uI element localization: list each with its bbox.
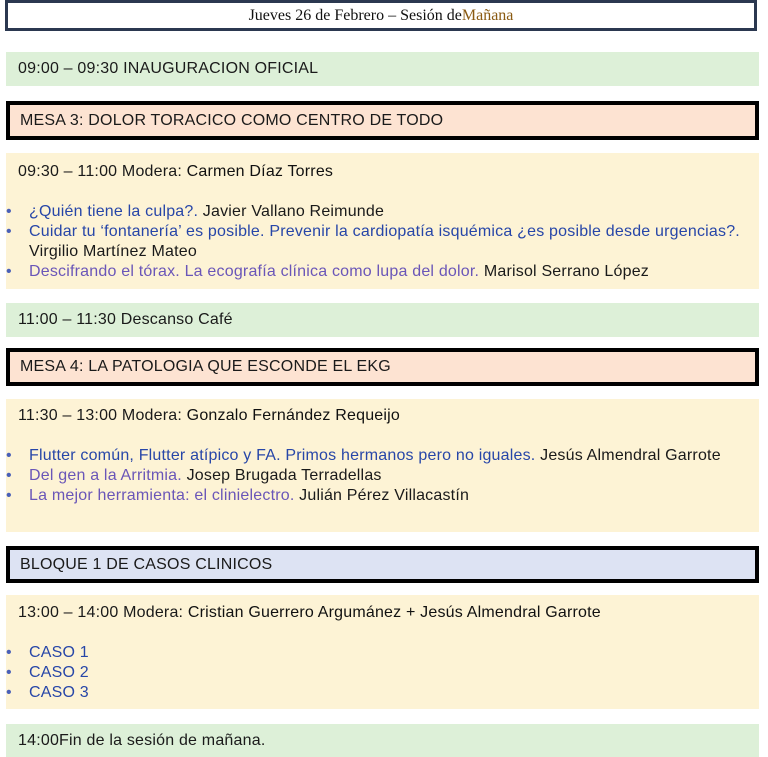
inauguracion-text: 09:00 – 09:30 INAUGURACION OFICIAL xyxy=(18,60,319,77)
fin-row xyxy=(6,724,759,757)
talk-speaker: Javier Vallano Reimunde xyxy=(198,203,385,220)
mesa3-content xyxy=(6,153,759,289)
talk-title: Flutter común, Flutter atípico y FA. Primos hermanos pero no iguales. xyxy=(29,447,536,464)
mesa4-time: 11:30 – 13:00 Modera: xyxy=(18,407,187,424)
list-item xyxy=(6,466,759,486)
list-item xyxy=(6,663,759,683)
case-label: CASO 2 xyxy=(29,664,89,681)
list-item xyxy=(6,222,759,262)
mesa4-moderation xyxy=(6,399,759,425)
mesa3-header xyxy=(6,101,759,140)
list-item xyxy=(6,486,759,506)
case-label: CASO 3 xyxy=(29,684,89,701)
bloque1-time: 13:00 – 14:00 Modera: xyxy=(18,604,188,621)
talk-title: Cuidar tu ‘fontanería’ es posible. Prevenir la cardiopatía isquémica ¿es posible desde urgencias?. xyxy=(29,223,740,240)
bloque1-moderation xyxy=(6,595,759,622)
bloque1-moderator: Cristian Guerrero Argumánez + Jesús Almendral Garrote xyxy=(187,604,601,621)
mesa3-time: 09:30 – 11:00 Modera: xyxy=(18,163,187,180)
list-item xyxy=(6,683,759,703)
bloque1-case-list xyxy=(6,643,759,703)
descanso-row xyxy=(6,303,759,337)
session-title: Jueves 26 de Febrero – Sesión de xyxy=(248,6,462,24)
mesa4-header xyxy=(6,348,759,386)
talk-speaker: Virgilio Martínez Mateo xyxy=(29,243,197,260)
fin-label: Fin de la sesión de mañana. xyxy=(59,731,266,749)
talk-speaker: Marisol Serrano López xyxy=(479,263,650,280)
mesa4-title: MESA 4: LA PATOLOGIA QUE ESCONDE EL EKG xyxy=(20,358,391,375)
fin-time: 14:00 xyxy=(18,731,60,749)
list-item xyxy=(6,202,759,222)
bloque1-title: BLOQUE 1 DE CASOS CLINICOS xyxy=(20,555,273,573)
mesa4-content xyxy=(6,399,759,532)
talk-speaker: Jesús Almendral Garrote xyxy=(535,447,721,464)
descanso-text: 11:00 – 11:30 Descanso Café xyxy=(18,311,233,328)
mesa4-talk-list xyxy=(6,446,759,506)
session-header xyxy=(5,0,757,31)
case-label: CASO 1 xyxy=(29,644,89,661)
bloque1-content xyxy=(6,595,759,709)
list-item xyxy=(6,643,759,663)
talk-speaker: Julián Pérez Villacastín xyxy=(294,487,470,504)
inauguracion-row xyxy=(6,52,759,86)
talk-title: Del gen a la Arritmia. xyxy=(29,467,182,484)
talk-title: La mejor herramienta: el clinielectro. xyxy=(29,487,295,504)
mesa3-moderator: Carmen Díaz Torres xyxy=(186,163,334,180)
talk-title: ¿Quién tiene la culpa?. xyxy=(29,203,199,220)
mesa3-moderation xyxy=(6,153,759,181)
mesa4-moderator: Gonzalo Fernández Requeijo xyxy=(186,407,401,424)
bloque1-header xyxy=(6,546,759,583)
mesa3-talk-list xyxy=(6,202,759,282)
talk-speaker: Josep Brugada Terradellas xyxy=(181,467,382,484)
session-title-accent: Mañana xyxy=(461,6,514,24)
list-item xyxy=(6,262,759,282)
mesa3-title: MESA 3: DOLOR TORACICO COMO CENTRO DE TODO xyxy=(20,111,444,129)
talk-title: Descifrando el tórax. La ecografía clínica como lupa del dolor. xyxy=(29,263,480,280)
list-item xyxy=(6,446,759,466)
